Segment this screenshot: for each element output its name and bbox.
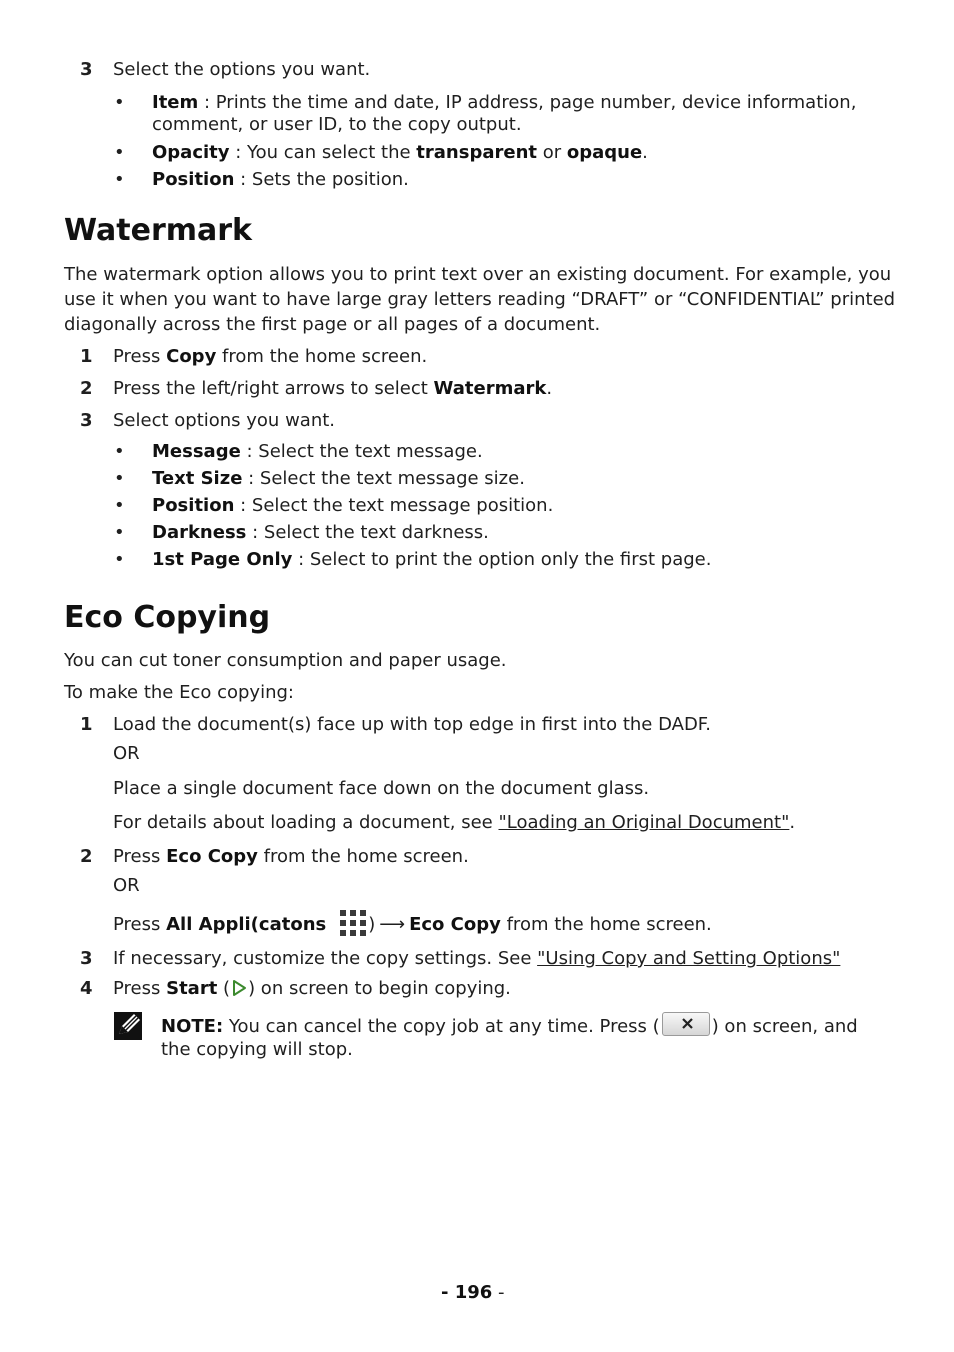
bullet-label: Darkness <box>152 522 247 543</box>
link-loading-original-document[interactable]: "Loading an Original Document" <box>498 812 790 833</box>
bold-term: transparent <box>416 142 537 163</box>
section-heading-watermark: Watermark <box>64 213 252 248</box>
bold-term: All Appli(catons <box>166 914 327 935</box>
link-using-copy-setting-options[interactable]: "Using Copy and Setting Options" <box>537 948 841 969</box>
step-number: 2 <box>80 378 93 399</box>
bullet-text-continued: comment, or user ID, to the copy output. <box>152 114 522 135</box>
step-text <box>113 844 469 869</box>
text: . <box>789 812 796 833</box>
paragraph-line: The watermark option allows you to print text over an existing document. For example, you <box>64 264 892 285</box>
or-text: OR <box>113 743 140 764</box>
bullet-opacity <box>152 140 648 165</box>
bullet-label: Message <box>152 441 241 462</box>
text: If necessary, customize the copy settings. See <box>113 948 538 969</box>
bullet-label: Position <box>152 495 235 516</box>
text: Press <box>113 346 167 367</box>
step-text <box>113 910 712 937</box>
step-text: Select options you want. <box>113 410 336 431</box>
bullet-message <box>152 439 483 464</box>
bullet-text: : Select the text message position. <box>234 495 554 516</box>
or-text: OR <box>113 875 140 896</box>
bullet-position <box>152 167 409 192</box>
step-number: 2 <box>80 846 93 867</box>
bullet-text: : Prints the time and date, IP address, page number, device information, <box>198 92 857 113</box>
bullet-text: : You can select the <box>229 142 417 163</box>
bullet-text-size <box>152 466 525 491</box>
paragraph-line: diagonally across the first page or all pages of a document. <box>64 314 601 335</box>
bullet-text: : Select the text darkness. <box>246 522 489 543</box>
text: Press <box>113 914 167 935</box>
text: ) on screen, and <box>711 1016 858 1037</box>
arrow-right-icon: ⟶ <box>379 914 406 935</box>
all-applications-grid-icon <box>340 910 366 936</box>
step-text <box>113 810 795 835</box>
bullet-dot: • <box>114 522 125 543</box>
text: Press <box>113 846 167 867</box>
paragraph: To make the Eco copying: <box>64 682 294 703</box>
bullet-position <box>152 493 553 518</box>
bullet-text: : Select the text message. <box>240 441 483 462</box>
step-text: Place a single document face down on the document glass. <box>113 778 650 799</box>
text: ) on screen to begin copying. <box>248 978 511 999</box>
step-number: 3 <box>80 59 93 80</box>
note-pencil-icon <box>114 1012 142 1040</box>
bullet-text: : Select the text message size. <box>242 468 525 489</box>
text: For details about loading a document, see <box>113 812 499 833</box>
text: . <box>546 378 553 399</box>
bullet-dot: • <box>114 169 125 190</box>
step-text <box>113 376 552 401</box>
paragraph-line: use it when you want to have large gray letters reading “DRAFT” or “CONFIDENTIAL” printed <box>64 289 896 310</box>
bullet-dot: • <box>114 441 125 462</box>
bullet-text: : Sets the position. <box>234 169 409 190</box>
step-number: 1 <box>80 714 93 735</box>
bold-term: Watermark <box>433 378 547 399</box>
close-icon <box>682 1018 693 1029</box>
bullet-darkness <box>152 520 489 545</box>
bullet-text: or <box>537 142 567 163</box>
page-number <box>441 1280 505 1305</box>
page-number-value: - 196 <box>441 1282 493 1303</box>
bullet-text: : Select to print the option only the first page. <box>292 549 712 570</box>
start-play-icon <box>230 979 248 997</box>
bullet-dot: • <box>114 549 125 570</box>
text: - <box>492 1282 505 1303</box>
stop-button <box>662 1012 710 1036</box>
text: from the home screen. <box>500 914 712 935</box>
text: from the home screen. <box>216 346 428 367</box>
bullet-dot: • <box>114 468 125 489</box>
text: Press the left/right arrows to select <box>113 378 434 399</box>
bullet-first-page <box>152 547 711 572</box>
bullet-label: Position <box>152 169 235 190</box>
step-text <box>113 976 511 1001</box>
note-label: NOTE: <box>161 1016 224 1037</box>
bullet-dot: • <box>114 142 125 163</box>
step-text <box>113 344 427 369</box>
bullet-text: . <box>642 142 648 163</box>
text: You can cancel the copy job at any time. Press ( <box>223 1016 660 1037</box>
note-text <box>161 1012 858 1039</box>
bullet-label: Item <box>152 92 199 113</box>
step-number: 3 <box>80 410 93 431</box>
step-text: Select the options you want. <box>113 59 371 80</box>
bullet-label: 1st Page Only <box>152 549 293 570</box>
text: Press <box>113 978 167 999</box>
bullet-dot: • <box>114 495 125 516</box>
text: from the home screen. <box>257 846 469 867</box>
bold-term: Copy <box>166 346 217 367</box>
bullet-label: Opacity <box>152 142 230 163</box>
paragraph: You can cut toner consumption and paper usage. <box>64 650 507 671</box>
text: ) <box>368 914 376 935</box>
step-number: 4 <box>80 978 93 999</box>
text: ( <box>217 978 231 999</box>
step-text: Load the document(s) face up with top edge in first into the DADF. <box>113 714 711 735</box>
bold-term: Eco Copy <box>409 914 501 935</box>
step-number: 1 <box>80 346 93 367</box>
note-text-continued: the copying will stop. <box>161 1039 353 1060</box>
bullet-dot: • <box>114 92 125 113</box>
step-number: 3 <box>80 948 93 969</box>
bold-term: opaque <box>566 142 643 163</box>
section-heading-eco-copying: Eco Copying <box>64 600 271 635</box>
bullet-label: Text Size <box>152 468 243 489</box>
step-text <box>113 946 840 971</box>
bold-term: Eco Copy <box>166 846 258 867</box>
bold-term: Start <box>166 978 218 999</box>
